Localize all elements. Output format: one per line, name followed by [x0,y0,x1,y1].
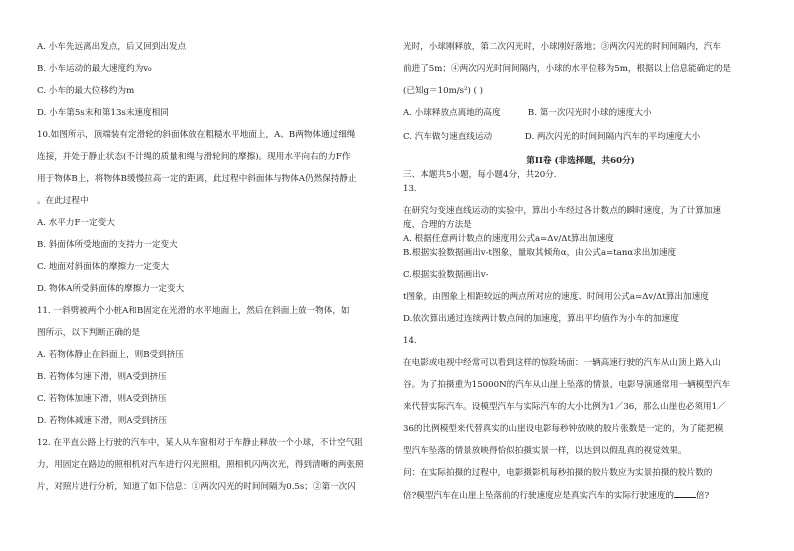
q13-option-d: D.依次算出通过连续两计数点间的加速度，算出平均值作为小车的加速度 [403,314,679,324]
q13-number: 13. [403,184,417,194]
q9-option-a: A. 小车先远离出发点，后又回到出发点 [37,42,187,52]
q14-number: 14. [403,336,417,346]
q10-stem-line: 。在此过程中 [37,196,89,206]
q14-stem-line: 在电影或电视中经常可以看到这样的惊险场面：一辆高速行驶的汽车从山顶上路入山 [403,358,721,368]
q13-option-c-cont: t图象，由图象上相距较远的两点所对应的速度、时间用公式a=Δv/Δt算出加速度 [403,292,709,302]
q10-option-a: A. 水平力F一定变大 [37,218,115,228]
q14-stem-line: 倍?模型汽车在山崖上坠落前的行驶速度应是真实汽车的实际行驶速度的 [403,491,675,501]
q10-stem-line: 连接，并处于静止状态(不计绳的质量和绳与滑轮间的摩擦)。现用水平向右的力F作 [37,152,351,162]
q12-options-row-cd: C. 汽车做匀速直线运动 D. 两次闪光的时间间隔内汽车的平均速度大小 [403,132,701,142]
q12-cont-line: 前进了5m；④两次闪光时间间隔内，小球的水平位移为5m，根据以上信息能确定的是 [403,64,732,74]
answer-blank[interactable] [674,488,696,498]
q9-option-d: D. 小车第5s末和第13s末速度相同 [37,108,169,118]
q9-option-b: B. 小车运动的最大速度约为v₀ [37,64,152,74]
section-intro: 三、本题共5小题，每小题4分，共20分. [403,170,557,180]
q14-stem-line: 谷。为了拍摄重为15000N的汽车从山崖上坠落的情景，电影导演通常用一辆模型汽车 [403,380,731,390]
q14-tail: 倍? [696,491,710,501]
q14-last-line [403,488,758,503]
q10-stem-line: 用于物体B上，将物体B缓慢拉高一定的距离，此过程中斜面体与物体A仍然保持静止 [37,174,357,184]
q12-stem-line: 片，对照片进行分析，知道了如下信息：①两次闪光的时间间隔为0.5s；②第一次闪 [37,482,356,492]
q14-stem-line: 36的比例模型来代替真实的山崖设电影每秒钟放映的胶片张数是一定的，为了能把模 [403,424,724,434]
q11-option-b: B. 若物体匀速下滑，则A受到挤压 [37,372,167,382]
q14-stem-line: 问：在实际拍摄的过程中，电影摄影机每秒拍摄的胶片数应为实景拍摄的胶片数的 [403,468,713,478]
q14-stem-line: 型汽车坠落的情景放映得恰似拍摄实景一样，以达到以假乱真的视觉效果。 [403,446,687,456]
q11-stem-line: 11. 一斜劈被两个小桩A和B固定在光滑的水平地面上，然后在斜面上放一物体，如 [37,306,350,316]
q10-option-b: B. 斜面体所受地面的支持力一定变大 [37,240,178,250]
left-column [37,40,387,494]
q12-cont-line: 光时，小球刚释放，第二次闪光时，小球刚好落地；③两次闪光的时间间隔内，汽车 [403,42,721,52]
q12-stem-line: 力，用固定在路边的照相机对汽车进行闪光照相，照相机闪两次光，得到清晰的两张照 [37,460,364,470]
q13-stem-line: 度，合理的方法是 [403,220,472,230]
q10-option-c: C. 地面对斜面体的摩擦力一定变大 [37,262,170,272]
q12-cont-line: (已知g＝10m/s²) ( ) [403,86,483,96]
q10-stem-line: 10.如图所示，顶端装有定滑轮的斜面体放在粗糙水平地面上，A、B两物体通过细绳 [37,130,356,140]
q12-options-row-ab: A. 小球释放点离地的高度 B. 第一次闪光时小球的速度大小 [403,108,652,118]
q11-stem-line: 图所示，以下判断正确的是 [37,328,141,338]
q14-stem-line: 来代替实际汽车。设模型汽车与实际汽车的大小比例为1／36，那么山崖也必须用1／ [403,402,726,412]
q13-option-c: C.根据实验数据画出v- [403,270,489,280]
q11-option-d: D. 若物体减速下滑，则A受到挤压 [37,416,167,426]
q13-option-b: B.根据实验数据画出v-t图象，量取其倾角α，由公式a=tanα求出加速度 [403,248,677,258]
q13-stem-line: 在研究匀变速直线运动的实验中，算出小车经过各计数点的瞬时速度，为了计算加速 [403,206,721,216]
q11-option-a: A. 若物体静止在斜面上，则B受到挤压 [37,350,184,360]
section-title: 第II卷 (非选择题，共60分) [526,156,635,166]
q13-option-a: A. 根据任意两计数点的速度用公式a=Δv/Δt算出加速度 [403,234,614,244]
q10-option-d: D. 物体A所受斜面体的摩擦力一定变大 [37,284,185,294]
right-column [403,40,758,503]
q9-option-c: C. 小车的最大位移约为m [37,86,135,96]
q11-option-c: C. 若物体加速下滑，则A受到挤压 [37,394,167,404]
q12-stem-line: 12. 在平直公路上行驶的汽车中，某人从车窗相对于车静止释放一个小球，不计空气阻 [37,438,363,448]
